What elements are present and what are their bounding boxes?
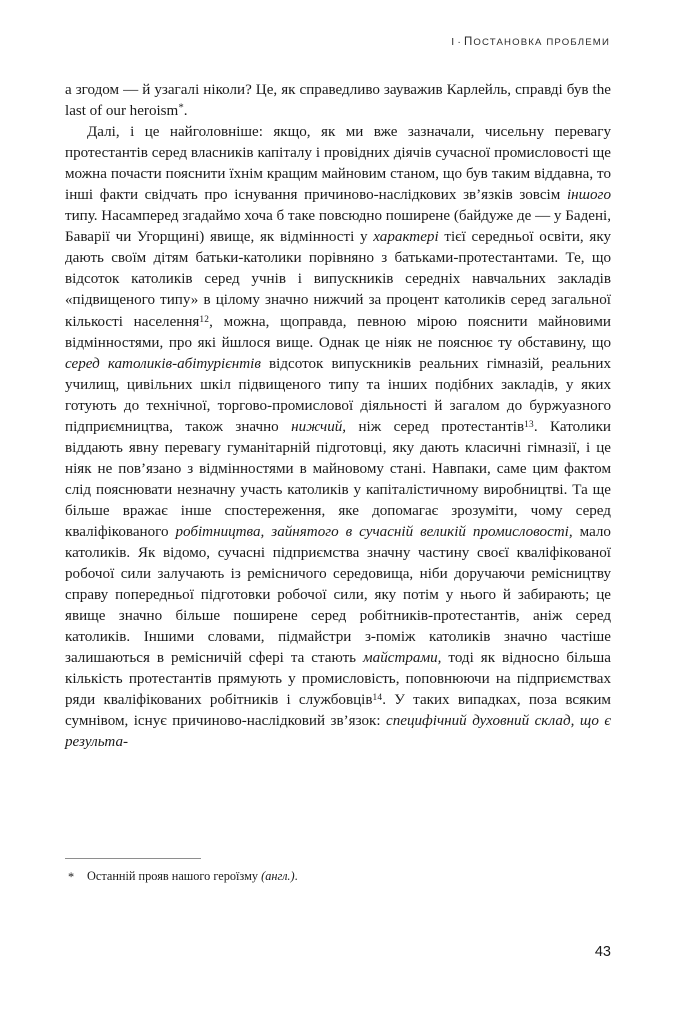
- footnote-reference-13[interactable]: 13: [524, 419, 534, 430]
- footnote-zone: [65, 858, 611, 884]
- running-header-chapter-number: I: [451, 36, 456, 48]
- emphasis-nyzhchyi: нижчий,: [291, 418, 347, 435]
- para2-seg-3: тієї середньої освіти, яку дають своїм дітям батьки-католики порівняно з батьками-протестантами. Те, що відсоток католиків серед учнів і випускників середніх навчальних закладів «підвищеного типу» в цілому значно нижчий за процент католиків серед загальної кількості населення: [65, 229, 611, 330]
- emphasis-robitnytstva: робітництва, зайнятого в сучасній великій промисловості,: [175, 523, 573, 540]
- footnote-separator-rule: [65, 858, 201, 859]
- page-number: 43: [594, 944, 611, 960]
- para2-seg-1: Далі, і це найголовніше: якщо, як ми вже зазначали, чисельну перевагу протестантів серед власників капіталу і провідних діячів сучасної промисловості ще можна почасти пояснити їхнім кращим майновим станом, що був таким віддавна, то інші факти свідчать про існування причиново-наслідкових зв’язків зовсім: [65, 124, 611, 204]
- footnote-reference-14[interactable]: 14: [372, 693, 383, 704]
- para2-seg-9: тоді як відносно більша кількість протестантів прямують у промисловість, поповнюючи на підприємствах ряди кваліфікованих робітників і службовців: [65, 650, 611, 709]
- para2-seg-5: відсоток випускників реальних гімназій, реальних училищ, цивільних шкіл підвищеного типу та інших подібних закладів, у яких готують до технічної, торгово-промислової діяльності й загалом до буржуазного підприємництва, також значно: [65, 355, 611, 435]
- para2-seg-4: , можна, щоправда, певною мірою пояснити майновими відмінностями, про які йшлося вище. Однак це ніяк не пояснює ту обставину, що: [65, 313, 611, 351]
- emphasis-katolykiv-abiturientiv: серед католиків-абітурієнтів: [65, 355, 261, 372]
- para2-seg-6: ніж серед протестантів: [346, 418, 525, 435]
- running-header-title: ОСТАНОВКА ПРОБЛЕМИ: [473, 37, 610, 48]
- paragraph-1-tail: .: [183, 103, 188, 120]
- footnote-language-note: (англ.): [261, 869, 295, 883]
- footnote-period: .: [294, 869, 298, 883]
- paragraph-main: [65, 122, 611, 753]
- emphasis-spetsyfichnyi-dukhovnyi-sklad: специфічний духовний склад, що є результа-: [65, 713, 612, 751]
- footnote-marker-asterisk: *: [68, 870, 75, 884]
- body-text-block: [65, 80, 611, 754]
- para2-seg-8: мало католиків. Як відомо, сучасні підприємства значну частину своєї кваліфікованої робочої сили залучають із ремісничого середовища, ніби доручаючи ремісництву справу попередньої підготовки робочої сили, яку потім у нього й забирають; це явище значно більше поширене серед робітників-протестантів, аніж серед католиків. Іншими словами, підмайстри з-поміж католиків значно частіше залишаються в ремісничій сфері та стають: [65, 523, 611, 667]
- emphasis-kharakteri: характері: [373, 229, 439, 246]
- footnote-text: Останній прояв нашого героїзму: [87, 869, 262, 883]
- paragraph-1-text: а згодом — й узагалі ніколи? Це, як справедливо зауважив Карлейль, справді був the last of our heroism: [65, 82, 611, 120]
- running-header-title-initial: П: [463, 36, 474, 48]
- running-header-separator: ·: [457, 36, 462, 48]
- para2-seg-10: . У таких випадках, поза всяким сумнівом, існує причиново-наслідковий зв’язок:: [65, 692, 611, 730]
- paragraph-continuation: [65, 80, 611, 122]
- footnote-entry: [65, 868, 611, 884]
- emphasis-maistramy: майстрами,: [363, 650, 442, 667]
- running-header: [65, 36, 610, 48]
- footnote-reference-asterisk[interactable]: *: [178, 101, 184, 114]
- footnote-reference-12[interactable]: 12: [199, 314, 210, 325]
- emphasis-inshoho: іншого: [566, 187, 611, 204]
- para2-seg-2: типу. Насамперед згадаймо хоча б таке повсюдно поширене (байдуже де — у Бадені, Баварії чи Угорщині) явище, як відмінності у: [65, 208, 611, 246]
- para2-seg-7: . Католики віддають явну перевагу гуманітарній підготовці, яку дають класичні гімназії, і це ніяк не пов’язано з відмінностями в майновому стані. Навпаки, саме цим фактом слід пояснювати незначну участь католиків у капіталістичному виробництві. Та ще більше вражає інше спостереження, яке допомагає зрозуміти, чому серед кваліфікованого: [65, 418, 611, 540]
